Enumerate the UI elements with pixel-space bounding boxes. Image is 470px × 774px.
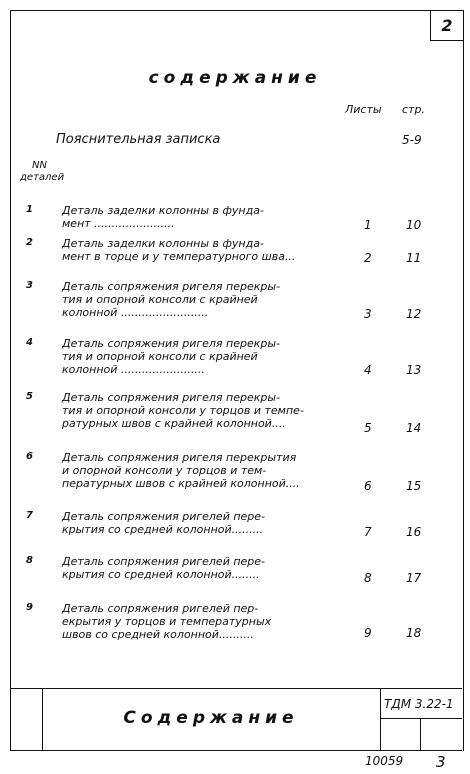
entry-description: Деталь сопряжения ригеля перекры- тия и опорной консоли с крайней колонной ......................... (62, 280, 281, 319)
entry-number: 1 (26, 204, 33, 215)
entry-sheet: 4 (364, 363, 372, 377)
entry-description: Деталь сопряжения ригелей пере- крытия со средней колонной........ (62, 555, 266, 581)
entry-number: 8 (26, 555, 33, 566)
entry-number: 3 (26, 280, 33, 291)
entry-page: 13 (406, 363, 422, 377)
title-block-divider (420, 718, 421, 750)
entry-sheet: 6 (364, 479, 372, 493)
sheets-column-header: Листы (345, 103, 382, 116)
entry-number: 5 (26, 391, 33, 402)
entry-sheet: 7 (364, 525, 372, 539)
title-block-top-line (10, 688, 462, 689)
page-column-header: стр. (402, 103, 425, 116)
title-block-divider (380, 718, 462, 719)
entry-sheet: 5 (364, 421, 372, 435)
item-number-header: NN (32, 160, 47, 171)
title-block-title: Содержание (123, 708, 299, 728)
page-title: содержание (148, 68, 322, 88)
entry-sheet: 9 (364, 626, 372, 640)
explanatory-note-pages: 5-9 (402, 133, 422, 147)
entry-description: Деталь заделки колонны в фунда- мент ....................... (62, 204, 264, 230)
entry-page: 11 (406, 251, 422, 265)
entry-description: Деталь сопряжения ригеля перекры- тия и опорной консоли у торцов и темпе- ратурных швов с крайней колонной.... (62, 391, 304, 430)
title-block-bottom-line (10, 750, 462, 751)
sheet-format: 3 (436, 753, 446, 771)
page-number-box: 2 (430, 10, 463, 41)
entry-number: 7 (26, 510, 33, 521)
entry-description: Деталь заделки колонны в фунда- мент в торце и у температурного шва... (62, 237, 296, 263)
entry-page: 10 (406, 218, 422, 232)
entry-page: 17 (406, 571, 422, 585)
entry-page: 15 (406, 479, 422, 493)
document-code: ТДМ 3.22-1 (384, 697, 454, 711)
entry-page: 14 (406, 421, 422, 435)
entry-description: Деталь сопряжения ригелей пере- крытия со средней колонной......... (62, 510, 266, 536)
entry-description: Деталь сопряжения ригеля перекрытия и опорной консоли у торцов и тем- пературных швов с крайней колонной.... (62, 451, 300, 490)
entry-page: 18 (406, 626, 422, 640)
entry-page: 16 (406, 525, 422, 539)
entry-description: Деталь сопряжения ригелей пер- екрытия у торцов и температурных швов со средней колонной.......... (62, 602, 272, 641)
archive-number: 10059 (365, 754, 404, 768)
explanatory-note-label: Пояснительная записка (56, 132, 221, 147)
entry-description: Деталь сопряжения ригеля перекры- тия и опорной консоли с крайней колонной ........................ (62, 337, 281, 376)
entry-number: 4 (26, 337, 33, 348)
entry-sheet: 2 (364, 251, 372, 265)
entry-number: 9 (26, 602, 33, 613)
entry-page: 12 (406, 307, 422, 321)
title-block-divider (380, 688, 381, 750)
item-label-header: деталей (20, 172, 65, 183)
entry-sheet: 1 (364, 218, 372, 232)
entry-sheet: 3 (364, 307, 372, 321)
entry-number: 2 (26, 237, 33, 248)
entry-sheet: 8 (364, 571, 372, 585)
entry-number: 6 (26, 451, 33, 462)
